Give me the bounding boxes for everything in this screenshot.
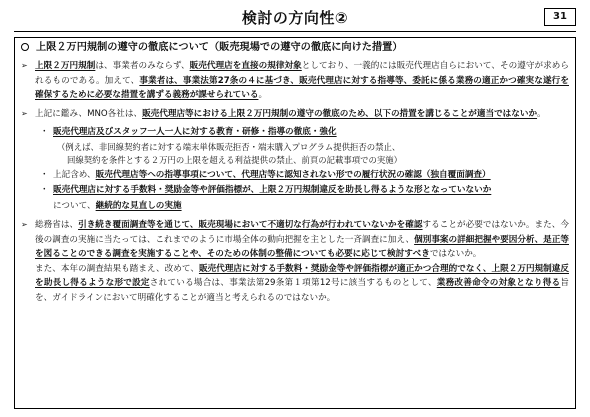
section-heading [21,40,569,56]
text-run: されている場合は、事業法第29条第１項第12号に該当するものとして、 [149,278,437,288]
dot-bullet-icon: ・ [40,169,49,180]
underlined-clause: 引き続き覆面調査等を通じて、販売現場において不適切な行為が行われていないかを確認 [78,220,423,230]
underlined-clause: 個別事案の詳細把握や要因分析、是正等を図ることのできる調査を実施することや、そのための体制の整備についても必要に応じて検討すべき [35,234,569,259]
text-run: 上記に鑑み、MNO各社は、 [35,108,143,119]
underlined-clause: 事業者は、事業法第27条の４に基づき、販売代理店に対する指導等、委託に係る業務の適正かつ確実な遂行を確保するために必要な措置を講ずる義務が課せられている [35,75,569,100]
measure-note-line: （例えば、非回線契約者に対する端末単体販売拒否・端末購入プログラム提供拒否の禁止、 [57,141,401,152]
paragraph-mic-actions [21,218,569,305]
content-box [14,37,576,409]
measure-text: 販売代理店及びスタッフ一人一人に対する教育・研修・指導の徹底・強化 [53,127,337,137]
underlined-term: 販売代理店を直接の規律対象 [189,61,302,71]
underlined-term: 上限２万円規制 [35,61,96,71]
measure-text: 販売代理店に対する手数料・奨励金等や評価指標が、上限２万円規制違反を助長し得るような形となっていないか [53,185,492,195]
dot-bullet-icon: ・ [40,127,49,137]
paragraph-mno-measures [21,107,569,122]
underlined-clause: 販売代理店等における上限２万円規制の遵守の徹底のため、以下の措置を講じることが適当ではないか [142,108,538,119]
paragraph-regulation-scope [21,59,569,103]
measure-item-training [21,125,569,140]
hollow-circle-icon [21,43,29,51]
text-run: 旨を、ガイドラインにおいて明確化することが適当と考えられるのではないか。 [35,278,569,303]
measure-note-line: 回線契約を条件とする２万円の上限を超える利益提供の禁止、前頁の記載事項での実施） [67,155,402,165]
text-run: することが必要ではないか。また、今後の調査の実施に当たっては、これまでのように市場全体の動向把握を主とした一斉調査に加え、 [35,220,569,245]
text-run: 。 [537,108,546,119]
measure-text: 販売代理店等への指導事項について、代理店等に認知されない形での履行状況の確認（独自覆面調査） [95,169,491,180]
triangle-bullet-icon: ➢ [21,108,28,118]
measure-item-commission-review [21,183,569,198]
title-rule [14,31,576,32]
page-number-box: 31 [544,8,576,26]
section-heading-text: 上限２万円規制の遵守の徹底について（販売現場での遵守の徹底に向けた措置） [36,42,403,53]
text-run: 総務省は、 [35,220,79,230]
page-title: 検討の方向性② [241,9,349,27]
text-run: ではないか。 [429,249,482,259]
text-run: また、本年の調査結果も踏まえ、改めて、 [35,263,199,274]
dot-bullet-icon: ・ [40,185,49,195]
measure-item-commission-review-cont [21,199,569,214]
measure-item-mystery-shopping [21,168,569,183]
text-run: は、事業者のみならず、 [95,61,190,71]
text-run: 上記含め、 [53,169,96,180]
text-run: 。 [258,90,268,100]
underlined-clause: 販売代理店に対する手数料・奨励金等や評価指標が適正かつ合理的でなく、上限２万円規制違反を助長し得るような形で設定 [35,263,569,288]
triangle-bullet-icon: ➢ [21,61,28,70]
text-run: について、 [53,200,96,211]
text-run: としており、一義的には販売代理店自らにおいて、その遵守が求められるものである。加えて、 [35,61,569,86]
measure-text: 継続的な見直しの実施 [95,200,182,211]
underlined-clause: 業務改善命令の対象となり得る [436,278,561,288]
triangle-bullet-icon: ➢ [21,220,28,229]
